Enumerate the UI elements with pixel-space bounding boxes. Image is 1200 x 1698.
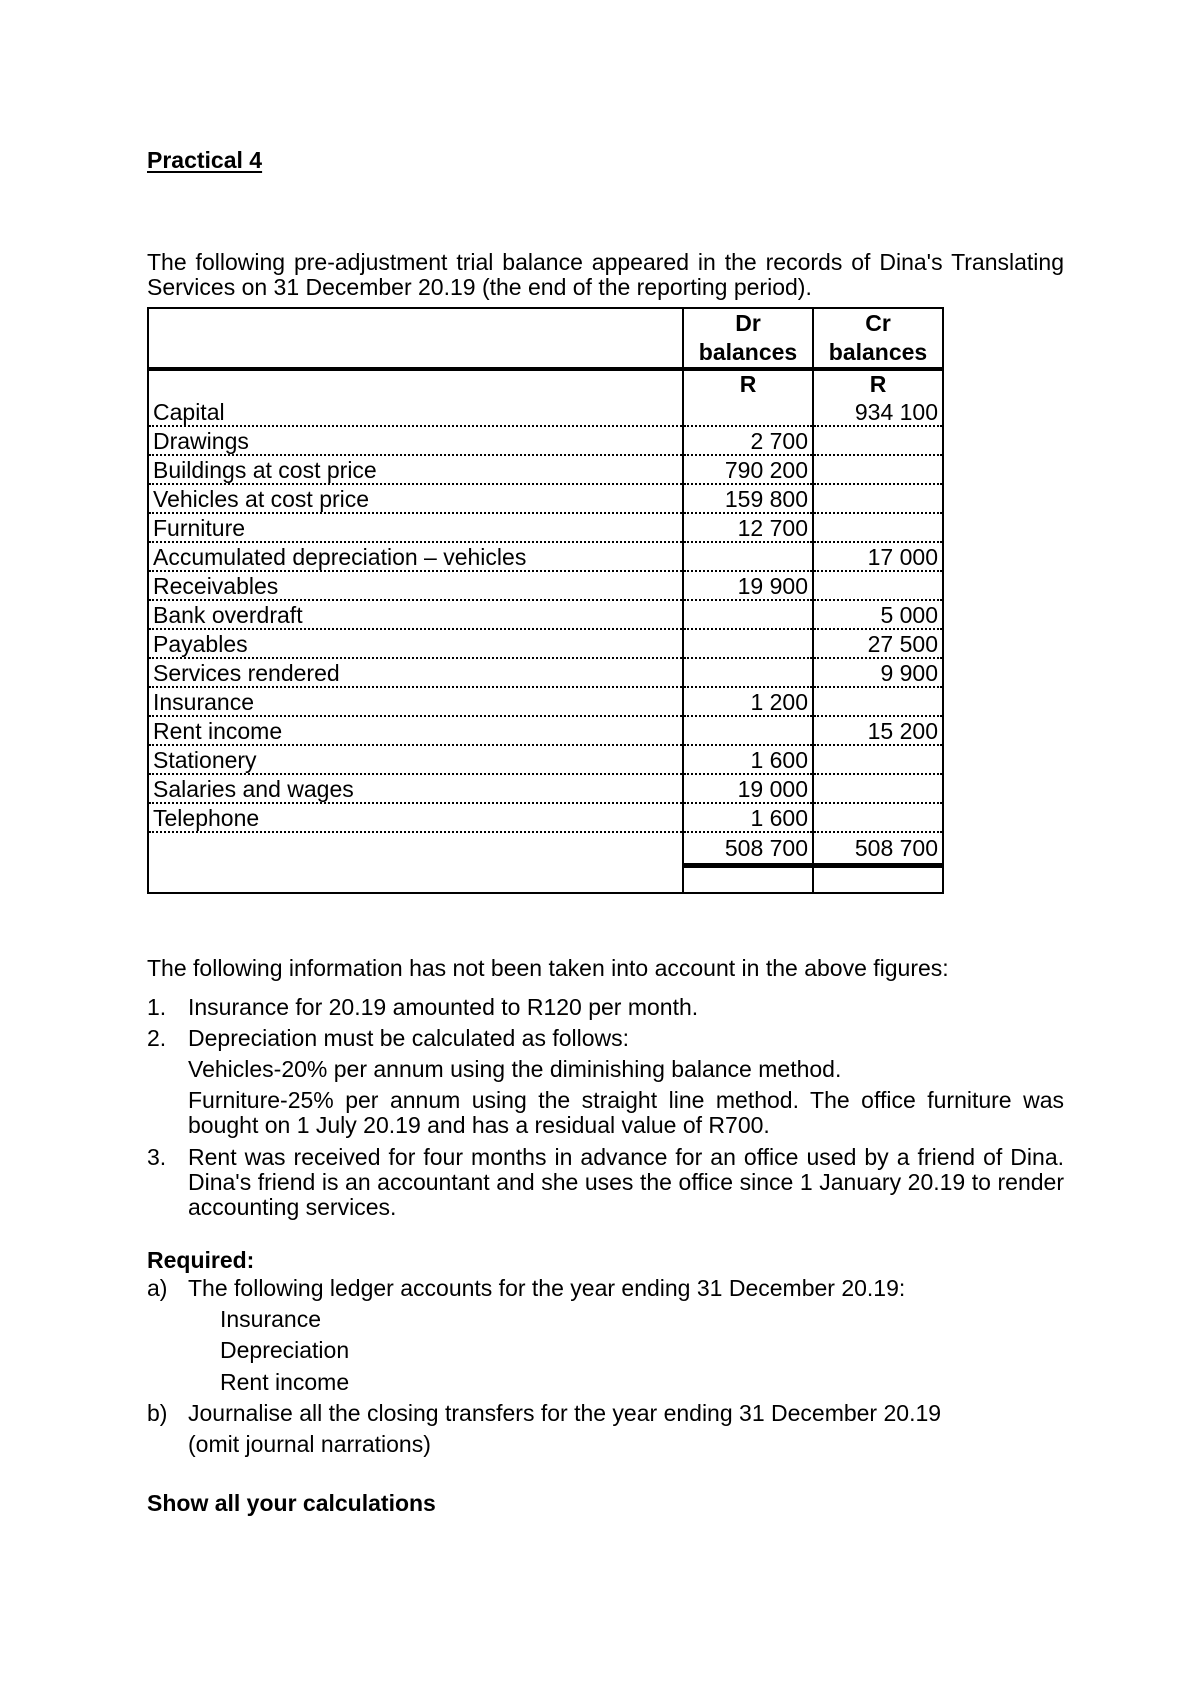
- total-cr: 508 700: [813, 832, 943, 866]
- item-text: Vehicles-20% per annum using the diminishing balance method.: [188, 1056, 842, 1082]
- account-name-cell: Accumulated depreciation – vehicles: [148, 542, 683, 571]
- table-row: [148, 571, 943, 600]
- table-row: [148, 397, 943, 426]
- table-body: [148, 397, 943, 832]
- cr-cell: [813, 803, 943, 832]
- dr-cell: [683, 658, 813, 687]
- header-dr: Dr balances: [683, 308, 813, 369]
- required-a-item: Rent income: [220, 1369, 350, 1395]
- dr-cell: [683, 397, 813, 426]
- dr-cell: 1 200: [683, 687, 813, 716]
- account-name-cell: Furniture: [148, 513, 683, 542]
- cr-cell: [813, 484, 943, 513]
- item-number: 3.: [147, 1144, 167, 1170]
- cr-cell: [813, 687, 943, 716]
- cr-cell: 9 900: [813, 658, 943, 687]
- required-a-item: Insurance: [220, 1306, 322, 1332]
- table-row: [148, 658, 943, 687]
- required-heading: Required:: [147, 1247, 255, 1273]
- account-name-cell: Vehicles at cost price: [148, 484, 683, 513]
- account-name-cell: Rent income: [148, 716, 683, 745]
- table-row: [148, 484, 943, 513]
- item-number: 1.: [147, 994, 167, 1020]
- required-a-item: Depreciation: [220, 1337, 350, 1363]
- cr-cell: [813, 426, 943, 455]
- following-info-text: The following information has not been taken into account in the above figures:: [147, 955, 949, 981]
- dr-cell: [683, 542, 813, 571]
- dr-cell: 1 600: [683, 803, 813, 832]
- cr-cell: [813, 571, 943, 600]
- page-title: Practical 4: [147, 147, 263, 173]
- table-end-row: [148, 866, 943, 894]
- table-row: [148, 745, 943, 774]
- required-b-text: Journalise all the closing transfers for the year ending 31 December 20.19: [188, 1400, 942, 1426]
- footer-instruction: Show all your calculations: [147, 1490, 436, 1516]
- trial-balance-table: [147, 307, 944, 894]
- account-name-cell: Insurance: [148, 687, 683, 716]
- cr-cell: [813, 455, 943, 484]
- required-b-label: b): [147, 1400, 168, 1426]
- table-row: [148, 455, 943, 484]
- header-account-cell: [148, 308, 683, 369]
- item-text: Rent was received for four months in advance for an office used by a friend of Dina. Dina's friend is an accountant and she uses the office since 1 January 20.19 to render accounting services.: [188, 1144, 1064, 1220]
- cr-cell: [813, 745, 943, 774]
- currency-cr: R: [813, 369, 943, 397]
- dr-cell: 19 900: [683, 571, 813, 600]
- currency-row: [148, 369, 943, 397]
- account-name-cell: Capital: [148, 397, 683, 426]
- required-a-label: a): [147, 1275, 168, 1301]
- cr-cell: 27 500: [813, 629, 943, 658]
- table-row: [148, 774, 943, 803]
- item-text: Furniture-25% per annum using the straight line method. The office furniture was bought on 1 July 20.19 and has a residual value of R700.: [188, 1087, 1064, 1138]
- account-name-cell: Stationery: [148, 745, 683, 774]
- item-text: Depreciation must be calculated as follows:: [188, 1025, 630, 1051]
- cr-cell: 17 000: [813, 542, 943, 571]
- dr-cell: 12 700: [683, 513, 813, 542]
- account-name-cell: Salaries and wages: [148, 774, 683, 803]
- table-row: [148, 629, 943, 658]
- table-row: [148, 600, 943, 629]
- account-name-cell: Bank overdraft: [148, 600, 683, 629]
- dr-cell: [683, 600, 813, 629]
- account-name-cell: Receivables: [148, 571, 683, 600]
- required-a-text: The following ledger accounts for the year ending 31 December 20.19:: [188, 1275, 906, 1301]
- account-name-cell: Buildings at cost price: [148, 455, 683, 484]
- table-row: [148, 687, 943, 716]
- cr-cell: 5 000: [813, 600, 943, 629]
- account-name-cell: Drawings: [148, 426, 683, 455]
- table-row: [148, 542, 943, 571]
- cr-cell: [813, 513, 943, 542]
- header-cr: Cr balances: [813, 308, 943, 369]
- table-row: [148, 803, 943, 832]
- account-name-cell: Services rendered: [148, 658, 683, 687]
- dr-cell: 159 800: [683, 484, 813, 513]
- dr-cell: [683, 629, 813, 658]
- account-name-cell: Payables: [148, 629, 683, 658]
- required-b-note: (omit journal narrations): [188, 1431, 431, 1457]
- account-name-cell: Telephone: [148, 803, 683, 832]
- dr-cell: 19 000: [683, 774, 813, 803]
- table-row: [148, 513, 943, 542]
- table-header-row: [148, 308, 943, 369]
- cr-cell: 934 100: [813, 397, 943, 426]
- table-row: [148, 716, 943, 745]
- currency-dr: R: [683, 369, 813, 397]
- dr-cell: 1 600: [683, 745, 813, 774]
- dr-cell: [683, 716, 813, 745]
- total-dr: 508 700: [683, 832, 813, 866]
- item-text: Insurance for 20.19 amounted to R120 per month.: [188, 994, 699, 1020]
- intro-paragraph: The following pre-adjustment trial balance appeared in the records of Dina's Translating Services on 31 December 20.19 (the end of the reporting period).: [147, 249, 1064, 300]
- totals-row: [148, 832, 943, 866]
- item-number: 2.: [147, 1025, 167, 1051]
- table-row: [148, 426, 943, 455]
- cr-cell: 15 200: [813, 716, 943, 745]
- dr-cell: 790 200: [683, 455, 813, 484]
- dr-cell: 2 700: [683, 426, 813, 455]
- cr-cell: [813, 774, 943, 803]
